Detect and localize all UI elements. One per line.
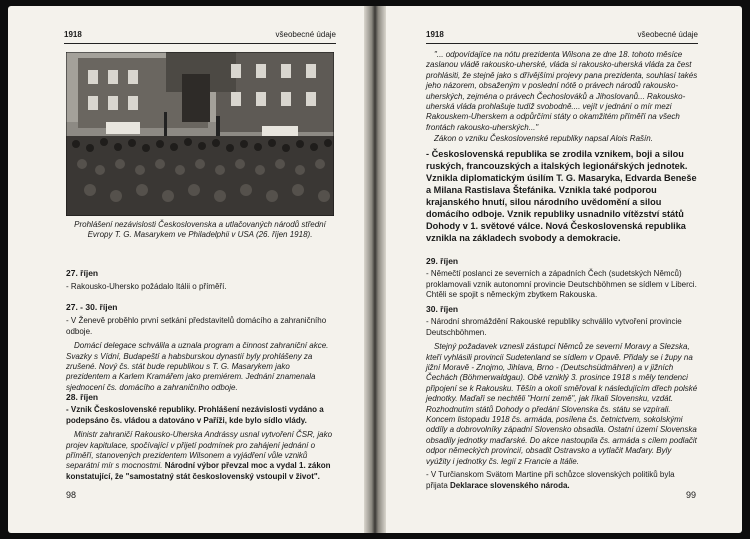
header-section: všeobecné údaje — [275, 30, 336, 39]
entry-text-last — [426, 470, 698, 491]
historical-photo — [66, 52, 334, 216]
wilson-note-quote: "... odpovídajíce na nótu prezidenta Wilsona ze dne 18. tohoto měsíce zaslanou vládě rakousko-uherské, vláda si rakousko-uherská vláda za čest prohlásiti, že stejně jako s dřívějšími projevy pana prezidenta, souhlasí takés jeho názorem, obsaženým v poslední nótě o právech národů rakousko-uherských, zejména o právech Čechoslováků a Jihoslovanů... Rakousko-uherská vláda prohlašuje tudíž svobodně.... vejít v jednání o mír mezi Rakouskem-Uherskem a odpůrčími státy o okamžitém příměří na všech frontách rakousko-uherských..." — [426, 50, 698, 132]
entry-note-italic: Ministr zahraničí Rakousko-Uherska Andrássy usnal vytvoření ČSR, jako projev kapitulace, spočívající v přijetí podmínek pro zahájení jednání o příměří, stanovených prezidentem Wilsonem a vyjádření vůle vzniků separátní mír s mocnostmi. — [66, 430, 333, 471]
entry-30-oct — [426, 304, 698, 491]
entry-note — [66, 430, 334, 482]
entry-date: 28. říjen — [66, 392, 99, 402]
running-header — [64, 30, 336, 44]
left-page — [8, 6, 370, 533]
entry-note-bold: Národní výbor převzal moc a vydal 1. zákon konstatující, že "samostatný stát československý vstoupil v život". — [66, 461, 331, 481]
republic-summary: - Československá republika se zrodila vznikem, boji a silou ruských, francouzských a italských legionářských jednotek. Vznikla diplomatickým úsilím T. G. Masaryka, Edvarda Beneše a Milana Rastislava Štefánika. Vznikla také podporou krajanského hnutí, silou národního uvědomění a silou domácího odboje. Vznik republiky usnadnilo vítězství států Dohody v 1. světové válce. Nová Československá republika vznikla na základech svobody a demokracie. — [426, 149, 697, 243]
entry-date: 29. říjen — [426, 256, 459, 266]
page-number: 98 — [66, 490, 77, 500]
header-year: 1918 — [64, 30, 82, 39]
entry-date: 27. říjen — [66, 268, 99, 278]
entry-text: - Němečtí poslanci ze severních a západních Čech (sudetských Němců) proklamovali vznik autonomní provincie Deutschböhmen se sídlem v Liberci. Chtěli se spojit s německým zbytkem Rakouska. — [426, 269, 697, 300]
entry-28-oct — [66, 392, 334, 482]
entry-text-last-a: - V Turčianskom Svätom Martine při schůzce slovenských politiků byla přijata — [426, 470, 675, 490]
law-note: Zákon o vzniku Československé republiky napsal Alois Rašín. — [434, 134, 653, 143]
entry-text: - Rakousko-Uhersko požádalo Itálii o příměří. — [66, 282, 227, 292]
entry-note: Domácí delegace schválila a uznala program a činnost zahraniční akce. Svazky s Vídní, Budapeští a habsburskou dynastií byly prohlášeny za zrušené. Nový čs. stát bude republikou s T. G. Masarykem jako prezidentem a Karlem Kramářem jako premiérem. Jednání znamenala sjednocení čs. domácího a zahraničního odboje. — [66, 341, 329, 392]
header-year: 1918 — [426, 30, 444, 39]
entry-27-oct — [66, 268, 334, 293]
running-header — [426, 30, 698, 44]
right-page — [380, 6, 742, 533]
entry-text: - Vznik Československé republiky. Prohlášení nezávislosti vydáno a podepsáno čs. vládou a datováno v Paříži, kde bylo sídlo vlády. — [66, 405, 324, 425]
entry-text: - V Ženevě proběhlo první setkání představitelů domácího a zahraničního odboje. — [66, 316, 327, 336]
entry-date: 30. říjen — [426, 304, 459, 314]
page-number: 99 — [686, 490, 697, 500]
entry-27-30-oct — [66, 302, 334, 393]
book-spread — [8, 6, 742, 533]
entry-text-last-b: Deklarace slovenského národa. — [450, 480, 570, 490]
book-gutter — [364, 6, 386, 533]
entry-text: - Národní shromáždění Rakouské republiky schválilo vytvoření provincie Deutschböhmen. — [426, 317, 682, 337]
entry-29-oct — [426, 256, 698, 301]
header-section: všeobecné údaje — [637, 30, 698, 39]
photo-caption: Prohlášení nezávislosti Československa a utlačovaných národů střední Evropy T. G. Masarykem ve Philadelphii v USA (26. říjen 1918). — [74, 220, 326, 239]
entry-note: Stejný požadavek vznesli zástupci Němců ze severní Moravy a Slezska, kteří vyhlásili provincii Sudetenland se sídlem v Opavě. Přidaly se i župy na jižní Moravě - Znojmo, Jihlava, Brno - (Deutschsüdmähren) a v jižních Čechách (Böhmerwaldgau). Obě vzniklý 3. prosince 1918 s měly tendenci připojení se k Rakousku. Těšín a okolí směřoval k následujícím dřech polské jednotky. Maďaři se nechtěli "Horní země", jak říkali Slovensku, vzdát. Rozhodnutím států Dohody o předání Slovenska čs. státu se vzpírali. Koncem listopadu 1918 čs. armáda, posílena čs. četnictvem, sokolskými oddíly a dobrovolníky západní Slovensko obsadila. Ostatní území Slovenska obsadily jednotky maďarské. Do akce nastoupila čs. armáda s cílem podlačit odpor německých provincií, obsadit Ostravsko a vytlačit Maďary. Byly vyúžity i jednotky čs. legií z Francie a Itálie. — [426, 342, 698, 466]
entry-date: 27. - 30. říjen — [66, 302, 118, 312]
